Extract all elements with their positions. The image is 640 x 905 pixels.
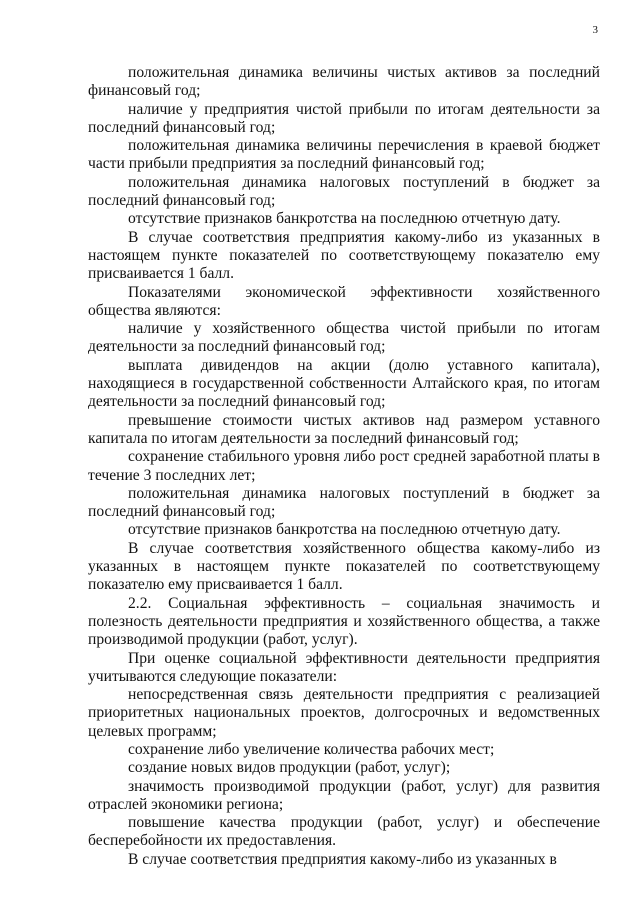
paragraph: значимость производимой продукции (работ, услуг) для развития отраслей экономики региона; <box>88 777 600 813</box>
paragraph: создание новых видов продукции (работ, услуг); <box>128 759 451 777</box>
paragraph: наличие у хозяйственного общества чистой прибыли по итогам деятельности за последний финансовый год; <box>88 320 600 356</box>
paragraph: сохранение стабильного уровня либо рост средней заработной платы в течение 3 последних лет; <box>88 448 600 484</box>
paragraph: В случае соответствия предприятия какому-либо из указанных в <box>128 850 557 868</box>
paragraph: сохранение либо увеличение количества рабочих мест; <box>128 740 495 758</box>
paragraph: Показателями экономической эффективности хозяйственного общества являются: <box>88 283 600 319</box>
paragraph: отсутствие признаков банкротства на последнюю отчетную дату. <box>128 210 561 228</box>
paragraph: непосредственная связь деятельности предприятия с реализацией приоритетных национальных проектов, долгосрочных и ведомственных целевых программ; <box>88 686 600 740</box>
paragraph: отсутствие признаков банкротства на последнюю отчетную дату. <box>128 521 561 539</box>
paragraph: В случае соответствия предприятия какому-либо из указанных в настоящем пункте показателей по соответствующему показателю ему присваивается 1 балл. <box>88 228 600 283</box>
paragraph: наличие у предприятия чистой прибыли по итогам деятельности за последний финансовый год; <box>88 100 600 136</box>
paragraph: превышение стоимости чистых активов над размером уставного капитала по итогам деятельности за последний финансовый год; <box>88 411 600 447</box>
paragraph: 2.2. Социальная эффективность – социальная значимость и полезность деятельности предприятия и хозяйственного общества, а также производимой продукции (работ, услуг). <box>88 594 600 649</box>
paragraph: положительная динамика величины перечисления в краевой бюджет части прибыли предприятия за последний финансовый год; <box>88 137 600 173</box>
page-number: 3 <box>592 24 598 36</box>
paragraph: положительная динамика величины чистых активов за последний финансовый год; <box>88 64 600 100</box>
paragraph: выплата дивидендов на акции (долю уставного капитала), находящиеся в государственной собственности Алтайского края, по итогам деятельности за последний финансовый год; <box>88 356 600 411</box>
paragraph: При оценке социальной эффективности деятельности предприятия учитываются следующие показатели: <box>88 649 600 685</box>
paragraph: положительная динамика налоговых поступлений в бюджет за последний финансовый год; <box>88 173 600 210</box>
paragraph: В случае соответствия хозяйственного общества какому-либо из указанных в настоящем пункте показателей по соответствующему показателю ему присваивается 1 балл. <box>88 539 600 594</box>
paragraph: повышение качества продукции (работ, услуг) и обеспечение бесперебойности их предоставления. <box>88 814 600 850</box>
paragraph: положительная динамика налоговых поступлений в бюджет за последний финансовый год; <box>88 484 600 521</box>
document-body <box>88 64 600 869</box>
